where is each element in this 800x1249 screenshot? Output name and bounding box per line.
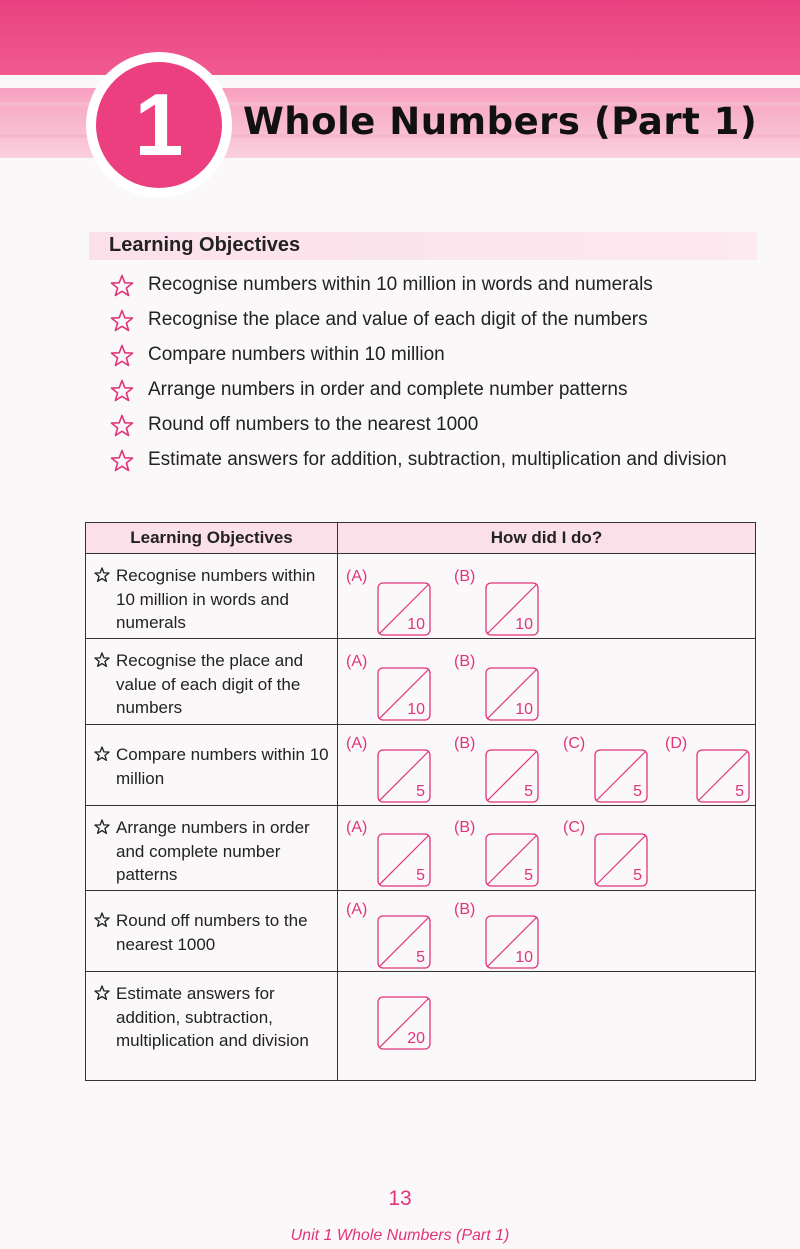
table-header-row	[86, 523, 756, 554]
objective-cell	[86, 972, 338, 1081]
objective-text: Estimate answers for addition, subtraction, multiplication and division	[148, 449, 727, 470]
score-label: (A)	[346, 735, 368, 752]
score-label: (B)	[454, 901, 476, 918]
star-icon	[110, 379, 134, 403]
small-star-icon	[94, 567, 110, 583]
score-denominator: 10	[515, 949, 533, 966]
score-denominator: 5	[524, 867, 533, 884]
objective-text: Compare numbers within 10 million	[148, 344, 445, 365]
score-denominator: 10	[515, 701, 533, 718]
footer-caption: Unit 1 Whole Numbers (Part 1)	[290, 1227, 510, 1244]
header-how-did-i-do: How did I do?	[338, 523, 756, 554]
table-row	[86, 891, 756, 972]
score-label: (C)	[563, 735, 586, 752]
small-star-icon	[94, 652, 110, 668]
objective-cell-text: Round off numbers to the nearest 1000	[116, 911, 308, 954]
star-icon	[110, 414, 134, 438]
star-icon	[110, 344, 134, 368]
objective-item	[110, 272, 750, 298]
score-label: (B)	[454, 568, 476, 585]
small-star-icon	[94, 912, 110, 928]
objective-item	[110, 342, 750, 368]
score-label: (B)	[454, 735, 476, 752]
objective-cell-text: Recognise the place and value of each digit of the numbers	[116, 651, 304, 717]
score-denominator: 5	[524, 783, 533, 800]
small-star-icon	[94, 819, 110, 835]
score-denominator: 5	[416, 867, 425, 884]
objective-cell-text: Arrange numbers in order and complete number patterns	[116, 818, 310, 884]
score-label: (D)	[665, 735, 688, 752]
objective-cell-text: Estimate answers for addition, subtraction, multiplication and division	[116, 984, 309, 1050]
page-number: 13	[388, 1187, 412, 1210]
score-label: (A)	[346, 901, 368, 918]
objective-text: Arrange numbers in order and complete number patterns	[148, 379, 628, 400]
unit-number-badge: 1	[96, 62, 222, 188]
score-denominator: 10	[515, 616, 533, 633]
star-icon	[110, 309, 134, 333]
objective-cell-text: Recognise numbers within 10 million in words and numerals	[116, 566, 316, 632]
objective-text: Recognise numbers within 10 million in words and numerals	[148, 274, 653, 295]
objective-text: Recognise the place and value of each digit of the numbers	[148, 309, 648, 330]
objective-item	[110, 447, 750, 473]
objective-cell	[86, 725, 338, 806]
score-cell	[338, 639, 756, 725]
table-row	[86, 639, 756, 725]
objective-cell	[86, 891, 338, 972]
objective-cell	[86, 554, 338, 639]
star-icon	[110, 449, 134, 473]
score-label: (A)	[346, 568, 368, 585]
score-cell	[338, 806, 756, 891]
score-denominator: 10	[407, 701, 425, 718]
score-label: (C)	[563, 819, 586, 836]
score-label: (B)	[454, 653, 476, 670]
score-denominator: 5	[416, 783, 425, 800]
objective-cell	[86, 639, 338, 725]
small-star-icon	[94, 985, 110, 1001]
score-cell	[338, 972, 756, 1081]
objective-cell	[86, 806, 338, 891]
score-cell	[338, 891, 756, 972]
table-row	[86, 554, 756, 639]
score-label: (B)	[454, 819, 476, 836]
score-denominator: 5	[633, 783, 642, 800]
objective-item	[110, 307, 750, 333]
table-row	[86, 725, 756, 806]
learning-objectives-heading-bar	[89, 232, 757, 260]
score-denominator: 10	[407, 616, 425, 633]
score-denominator: 20	[407, 1030, 425, 1047]
score-label: (A)	[346, 653, 368, 670]
unit-title: Whole Numbers (Part 1)	[243, 100, 758, 143]
score-cell	[338, 725, 756, 806]
small-star-icon	[94, 746, 110, 762]
objective-item	[110, 412, 750, 438]
objective-item	[110, 377, 750, 403]
learning-objectives-heading: Learning Objectives	[109, 234, 301, 256]
self-assessment-table	[85, 522, 756, 1081]
objective-cell-text: Compare numbers within 10 million	[116, 745, 329, 788]
score-denominator: 5	[633, 867, 642, 884]
star-icon	[110, 274, 134, 298]
header-learning-objectives: Learning Objectives	[86, 523, 338, 554]
score-denominator: 5	[416, 949, 425, 966]
table-row	[86, 972, 756, 1081]
score-cell	[338, 554, 756, 639]
score-denominator: 5	[735, 783, 744, 800]
score-label: (A)	[346, 819, 368, 836]
objective-text: Round off numbers to the nearest 1000	[148, 414, 479, 435]
table-row	[86, 806, 756, 891]
objectives-list	[110, 272, 750, 482]
